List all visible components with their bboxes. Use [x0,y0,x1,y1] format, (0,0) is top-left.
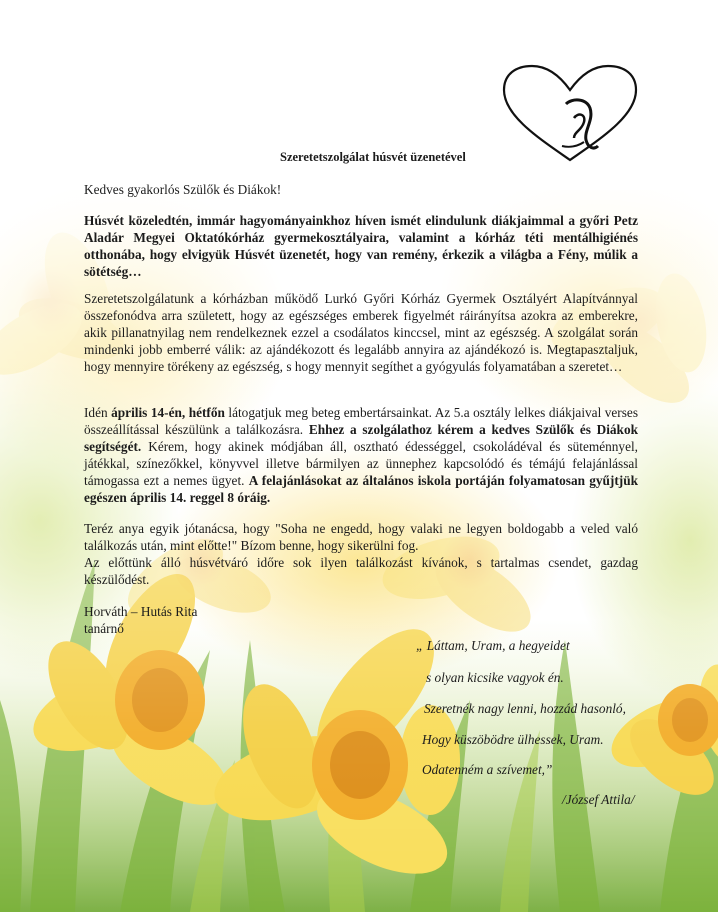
service-paragraph: Szeretetszolgálatunk a kórházban működő Lurkó Győri Kórház Gyermek Osztályért Alapítvánnyal összefonódva arra született, hogy az egészséges emberek figyelmét ráirányítsa azokra az emberekre, akik pillanatnyilag nem rendelkeznek ezzel a csodálatos kinccsel, mint az egészség. A szolgálat során mindenki jobb emberré válik: az ajándékozott és legalább annyira az ajándékozó is. Megtapasztaljuk, hogy mennyire törékeny az egészség, s hogy mennyit segíthet a gyógyulás folyamatában a szeretet… [84,291,638,374]
poem-line: Szeretnék nagy lenni, hozzád hasonló, [424,701,626,716]
visit-text-1: Idén [84,405,112,420]
closing-paragraph [84,520,638,588]
closing-line-1: Teréz anya egyik jótanácsa, hogy "Soha ne engedd, hogy valaki ne legyen boldogabb a veled való találkozás után, mint előtte!" Bízom benne, hogy sikerülni fog. [84,521,638,553]
greeting: Kedves gyakorlós Szülők és Diákok! [84,182,282,197]
document-title: Szeretetszolgálat húsvét üzenetével [280,150,466,164]
poem-line: Odatenném a szívemet,” [422,762,553,777]
signature-role: tanárnő [84,621,124,636]
poem-line: Hogy küszöbödre ülhessek, Uram. [422,732,604,747]
visit-date: április 14-én, hétfőn [111,405,225,420]
signature [84,603,197,637]
poem-author: /József Attila/ [562,792,635,807]
poem-line: „ Láttam, Uram, a hegyeidet [416,638,570,653]
intro-paragraph: Húsvét közeledtén, immár hagyományainkhoz híven ismét elindulunk diákjaimmal a győri Petz Aladár Megyei Oktatókórház gyermekosztályaira, valamint a kórház téti mentálhigiénés otthonába, hogy elvigyük Húsvét üzenetét, hogy van remény, érkezik a világba a Fény, múlik a sötétség… [84,213,638,279]
help-request: Ehhez a szolgálathoz kérem a kedves Szülők és Diákok segítségét. [84,422,638,454]
visit-paragraph [84,404,638,506]
closing-line-2: Az előttünk álló húsvétváró időre sok ilyen találkozást kívánok, s tartalmas csendet, gazdag készülődést. [84,555,638,587]
collection-notice: A felajánlásokat az általános iskola portáján folyamatosan gyűjtjük egészen április 14. reggel 8 óráig. [84,473,638,505]
heart-logo-icon [500,64,640,164]
poem-line: s olyan kicsike vagyok én. [426,670,564,685]
signature-name: Horváth – Hutás Rita [84,604,198,619]
visit-text-3: Kérem, hogy akinek módjában áll, osztható édességgel, csokoládéval és süteménnyel, játékkal, színezőkkel, könyvvel illetve bármilyen az ünnephez kapcsolódó és témájú felajánlással támogassa ezt a nemes ügyet. [84,439,638,488]
visit-text-2: látogatjuk meg beteg embertársainkat. Az 5.a osztály lelkes diákjaival verses összeállítással készülünk a találkozásra. [84,405,638,437]
